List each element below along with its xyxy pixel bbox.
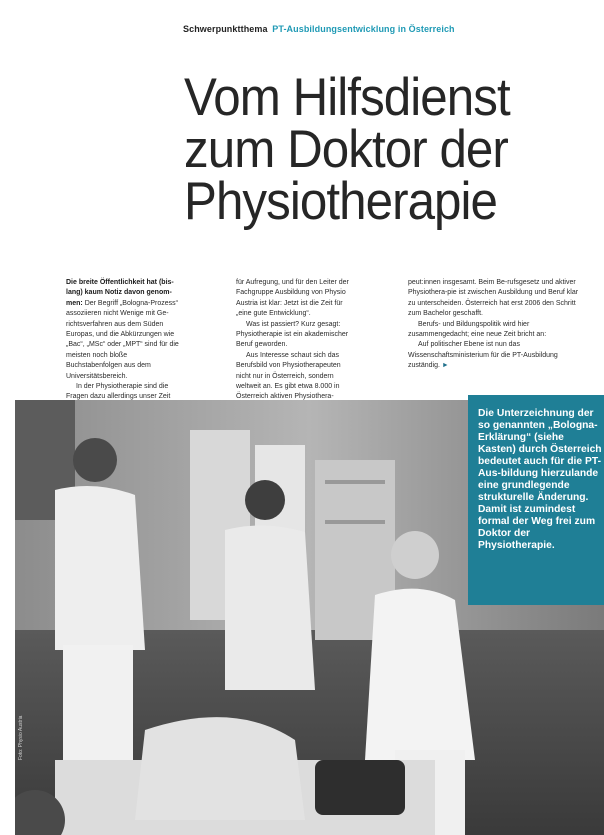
article-col3-p1: peut:innen insgesamt. Beim Be-rufsgesetz und aktiver Physiothera-pie ist zwischen Ausbildung und Beruf klar zu unterscheiden. Österreich hat erst 2006 den Schritt zum Bachelor geschafft. <box>408 279 579 318</box>
article-col3-p2: Berufs- und Bildungspolitik wird hier zusammengedacht; eine neue Zeit bricht an: <box>408 320 547 339</box>
title-line-2: zum Doktor der <box>184 120 508 179</box>
article-column-3 <box>408 278 584 372</box>
kicker-section: Schwerpunktthema <box>183 24 268 34</box>
end-mark-icon: ► <box>441 362 449 370</box>
article-col1-para2: In der Physiotherapie sind die Fragen dazu allerdings unser Zeit <box>66 383 171 401</box>
article-col3-p3: Auf politischer Ebene ist nun das Wissenschaftsministerium für die PT-Ausbildung zuständig. <box>408 341 558 370</box>
article-col2-p2: Was ist passiert? Kurz gesagt: Physiotherapie ist ein akademischer Beruf geworden. <box>236 320 349 349</box>
article-lead: Die breite Öffentlichkeit hat (bis-lang) kaum Notiz davon genom-men: <box>66 279 174 307</box>
callout-text: Die Unterzeichnung der so genannten „Bologna-Erklärung“ (siehe Kasten) durch Österreich bedeutet auch für die PT-Aus-bildung hierzulande eine grundlegende strukturelle Änderung. Damit ist zumindest formal der Weg frei zum Doktor der Physiotherapie. <box>478 408 602 551</box>
article-column-2 <box>236 278 352 403</box>
title-line-1: Vom Hilfsdienst <box>184 68 510 127</box>
page-title <box>184 68 570 231</box>
title-line-3: Physiotherapie <box>184 172 498 231</box>
section-kicker <box>183 24 455 34</box>
article-col2-p1: für Aufregung, und für den Leiter der Fachgruppe Ausbildung von Physio Austria ist klar: Jetzt ist die Zeit für „eine gute Entwicklung“. <box>236 279 349 318</box>
kicker-topic: PT-Ausbildungsentwicklung in Österreich <box>272 24 455 34</box>
article-column-1 <box>66 278 182 403</box>
article-col2-p3: Aus Interesse schaut sich das Berufsbild von Physiotherapeuten nicht nur in Österreich, sondern weltweit an. Es gibt etwa 8.000 in Österreich aktiven Physiothera- <box>236 351 341 401</box>
article-col1-body: Der Begriff „Bologna-Prozess“ assoziieren nicht Wenige mit Ge-richtsverfahren aus dem Süden Europas, und die Abkürzungen wie „Bac“, „MSc“ oder „MPT“ sind für die meisten noch bloße Buchstabenfolgen aus dem Universitätsbereich. <box>66 299 179 380</box>
photo-credit: Foto: Physio Austria <box>18 715 24 760</box>
